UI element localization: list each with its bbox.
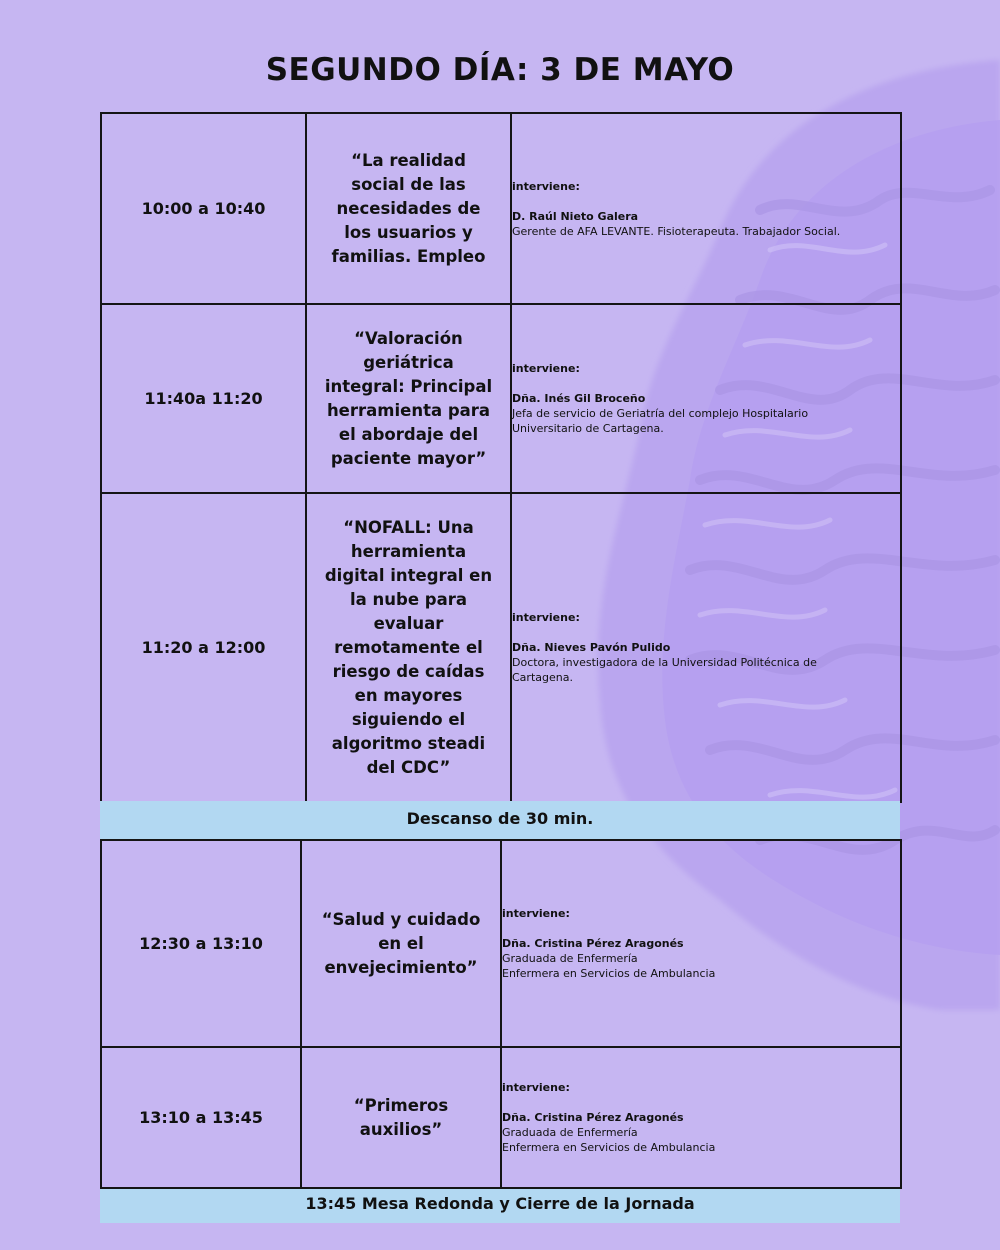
talk-line: “Primeros [353, 1095, 449, 1115]
session-time: 11:40a 11:20 [101, 304, 306, 493]
speaker-label: interviene: [512, 611, 580, 624]
talk-line: la nube para [350, 589, 467, 609]
speaker-role: Universitario de Cartagena. [512, 422, 664, 435]
speaker-info [501, 1047, 901, 1188]
talk-line: paciente mayor” [330, 448, 487, 468]
speaker-name: Dña. Inés Gil Broceño [512, 392, 646, 405]
talk-line: remotamente el [334, 637, 483, 657]
speaker-label: interviene: [502, 907, 570, 920]
talk-title [306, 113, 511, 304]
talk-line: en mayores [354, 685, 463, 705]
session-time: 10:00 a 10:40 [101, 113, 306, 304]
table-row [101, 840, 901, 1047]
talk-line: en el [378, 933, 424, 953]
talk-line: del CDC” [366, 757, 451, 777]
talk-line: herramienta para [326, 400, 491, 420]
talk-line: social de las [351, 174, 466, 194]
speaker-name: Dña. Cristina Pérez Aragonés [502, 1111, 684, 1124]
session-time: 12:30 a 13:10 [101, 840, 301, 1047]
speaker-info [511, 113, 901, 304]
talk-line: integral: Principal [324, 376, 493, 396]
talk-line: geriátrica [363, 352, 454, 372]
speaker-role: Doctora, investigadora de la Universidad Politécnica de [512, 656, 817, 669]
speaker-name: D. Raúl Nieto Galera [512, 209, 639, 223]
table-row [101, 493, 901, 802]
talk-line: riesgo de caídas [332, 661, 485, 681]
talk-line: herramienta [350, 541, 467, 561]
speaker-label: interviene: [502, 1081, 570, 1094]
speaker-info [501, 840, 901, 1047]
talk-line: digital integral en [324, 565, 493, 585]
speaker-info [511, 493, 901, 802]
session-time: 11:20 a 12:00 [101, 493, 306, 802]
talk-line: los usuarios y [344, 222, 473, 242]
talk-line: “La realidad [351, 150, 466, 170]
schedule-table-morning [100, 112, 902, 803]
talk-line: necesidades de [336, 198, 481, 218]
talk-line: “Salud y cuidado [321, 909, 481, 929]
speaker-role: Jefa de servicio de Geriatría del complejo Hospitalario [512, 407, 809, 420]
talk-line: el abordaje del [338, 424, 479, 444]
speaker-label: interviene: [512, 362, 580, 375]
page-title: SEGUNDO DÍA: 3 DE MAYO [265, 52, 735, 88]
speaker-name: Dña. Cristina Pérez Aragonés [502, 937, 684, 950]
talk-title [301, 1047, 501, 1188]
talk-line: auxilios” [359, 1119, 443, 1139]
speaker-role: Enfermera en Servicios de Ambulancia [502, 1141, 716, 1154]
talk-line: “Valoración [354, 328, 463, 348]
table-row [101, 304, 901, 493]
speaker-role: Cartagena. [512, 671, 573, 684]
speaker-label: interviene: [512, 179, 580, 193]
talk-line: evaluar [373, 613, 444, 633]
talk-line: siguiendo el [351, 709, 466, 729]
session-time: 13:10 a 13:45 [101, 1047, 301, 1188]
talk-line: algoritmo steadi [331, 733, 486, 753]
closing-banner: 13:45 Mesa Redonda y Cierre de la Jornada [100, 1189, 900, 1223]
break-banner: Descanso de 30 min. [100, 801, 900, 839]
speaker-role: Enfermera en Servicios de Ambulancia [502, 967, 716, 980]
talk-title [306, 304, 511, 493]
speaker-role: Gerente de AFA LEVANTE. Fisioterapeuta. Trabajador Social. [512, 224, 841, 238]
table-row [101, 113, 901, 304]
talk-title [301, 840, 501, 1047]
speaker-role: Graduada de Enfermería [502, 1126, 638, 1139]
table-row [101, 1047, 901, 1188]
speaker-name: Dña. Nieves Pavón Pulido [512, 641, 671, 654]
talk-title [306, 493, 511, 802]
talk-line: familias. Empleo [331, 246, 486, 266]
talk-line: envejecimiento” [324, 957, 478, 977]
schedule-table-afternoon [100, 839, 902, 1189]
speaker-info [511, 304, 901, 493]
talk-line: “NOFALL: Una [343, 517, 474, 537]
speaker-role: Graduada de Enfermería [502, 952, 638, 965]
